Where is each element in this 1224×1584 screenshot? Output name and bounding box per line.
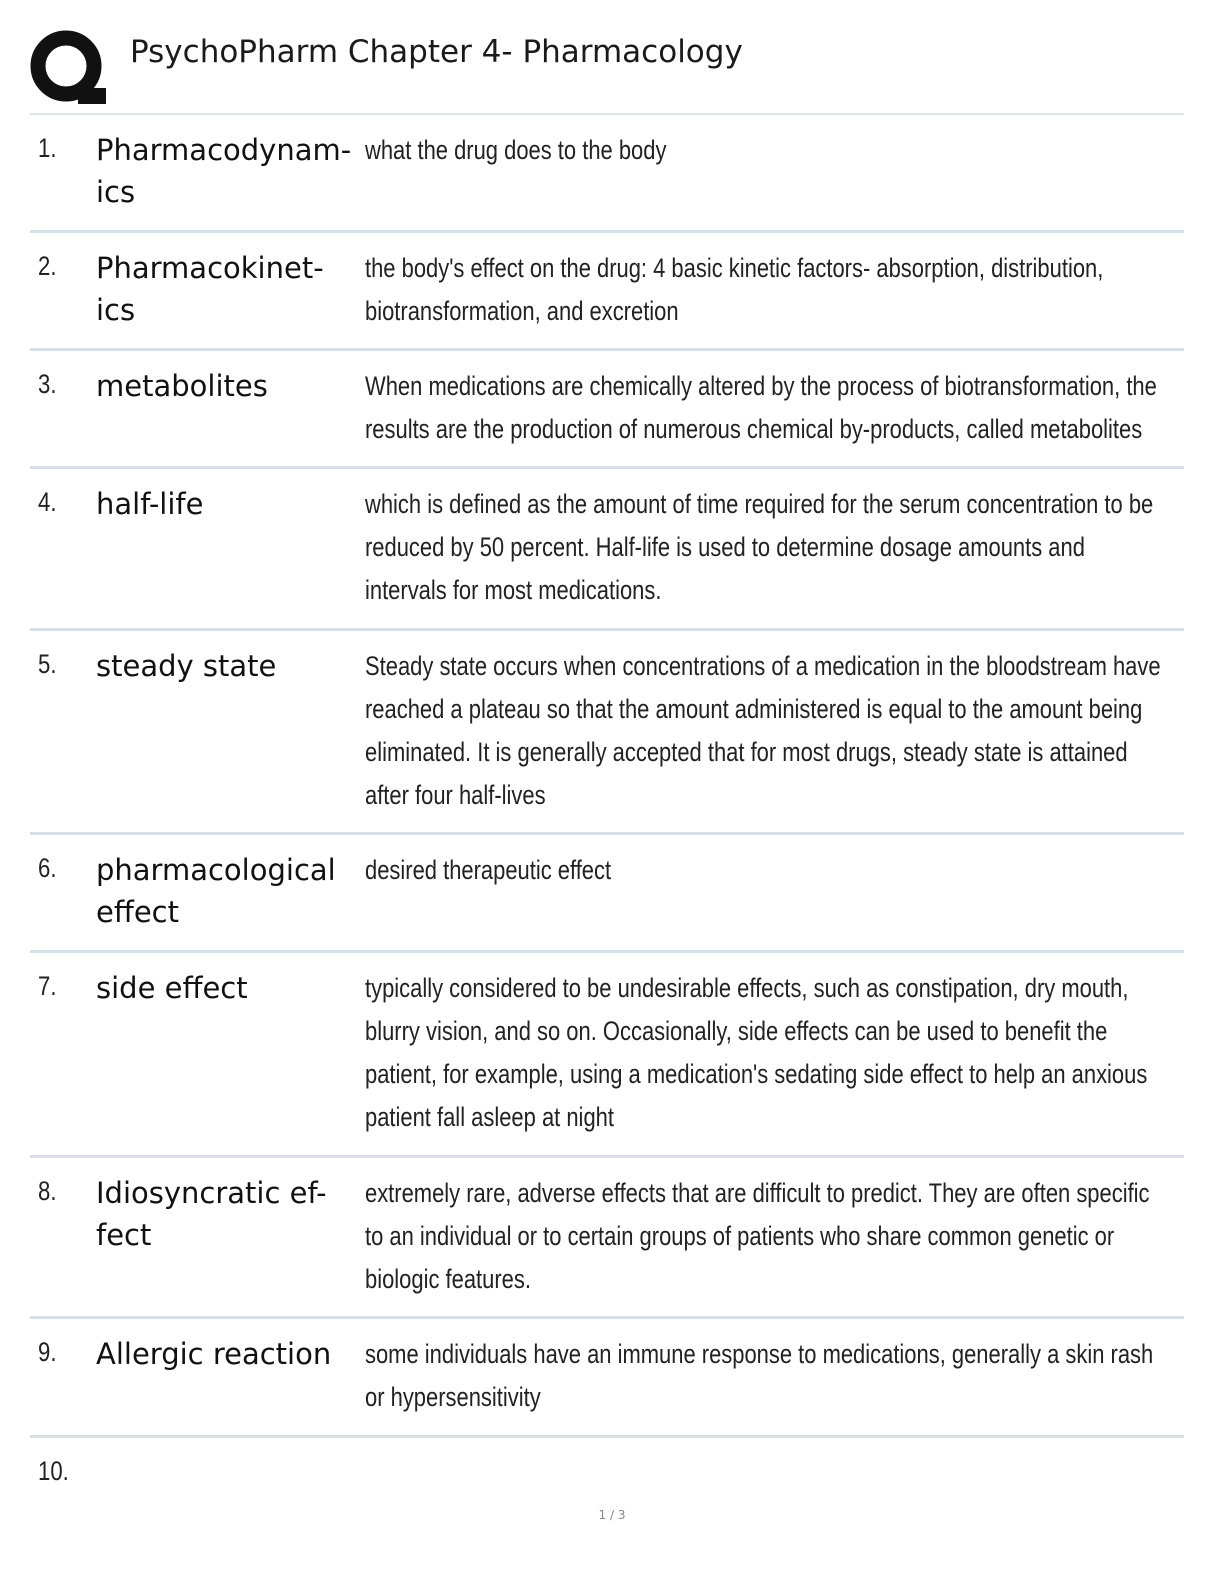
flashcard-row — [30, 1438, 1184, 1508]
flashcard-row — [30, 351, 1184, 469]
card-term: metabolites — [96, 369, 268, 403]
card-definition: which is defined as the amount of time required for the serum concentration to be reduced by 50 percent. Half-life is used to determine dosage amounts and intervals for most medications. — [365, 489, 1154, 605]
card-number: 5. — [38, 649, 57, 679]
card-term: steady state — [96, 649, 277, 683]
page-indicator: 1 / 3 — [598, 1508, 626, 1522]
card-definition: extremely rare, adverse effects that are difficult to predict. They are often specific to an individual or to certain groups of patients who share common genetic or biologic features. — [365, 1178, 1150, 1294]
card-number: 6. — [38, 853, 57, 883]
card-number: 1. — [38, 133, 57, 163]
card-term: Pharmacodynam- ics — [96, 133, 352, 209]
card-number: 7. — [38, 971, 57, 1001]
card-number: 10. — [38, 1456, 69, 1486]
flashcard-row — [30, 835, 1184, 953]
card-number: 3. — [38, 369, 57, 399]
flashcard-row — [30, 953, 1184, 1158]
card-definition: desired therapeutic effect — [365, 855, 612, 885]
card-definition: what the drug does to the body — [365, 135, 667, 165]
quizlet-logo-icon — [30, 30, 108, 108]
card-number: 8. — [38, 1176, 57, 1206]
flashcard-row — [30, 631, 1184, 835]
flashcard-row — [30, 469, 1184, 631]
document-header — [30, 28, 1184, 114]
flashcard-row — [30, 1158, 1184, 1319]
card-definition: typically considered to be undesirable effects, such as constipation, dry mouth, blurry vision, and so on. Occasionally, side effects can be used to benefit the patient, for example, using a medication's sedating side effect to help an anxious patient fall asleep at night — [365, 973, 1148, 1132]
card-term: half-life — [96, 487, 204, 521]
card-definition: the body's effect on the drug: 4 basic kinetic factors- absorption, distribution, biotransformation, and excretion — [365, 253, 1104, 326]
card-definition: Steady state occurs when concentrations of a medication in the bloodstream have reached a plateau so that the amount administered is equal to the amount being eliminated. It is generally accepted that for most drugs, steady state is attained after four half-lives — [365, 651, 1161, 810]
card-term: side effect — [96, 971, 248, 1005]
flashcard-row — [30, 233, 1184, 351]
card-definition: When medications are chemically altered by the process of biotransformation, the results are the production of numerous chemical by-products, called metabolites — [365, 371, 1157, 444]
card-term: Allergic reaction — [96, 1337, 332, 1371]
card-number: 4. — [38, 487, 57, 517]
document-title: PsychoPharm Chapter 4- Pharmacology — [130, 34, 743, 70]
flashcard-row — [30, 1319, 1184, 1438]
card-number: 9. — [38, 1337, 57, 1367]
card-term: pharmacological effect — [96, 853, 336, 929]
flashcard-row — [30, 115, 1184, 233]
flashcard-list — [30, 115, 1184, 1508]
card-term: Idiosyncratic ef- fect — [96, 1176, 327, 1252]
card-definition: some individuals have an immune response to medications, generally a skin rash or hypersensitivity — [365, 1339, 1154, 1412]
card-term: Pharmacokinet- ics — [96, 251, 324, 327]
card-number: 2. — [38, 251, 57, 281]
